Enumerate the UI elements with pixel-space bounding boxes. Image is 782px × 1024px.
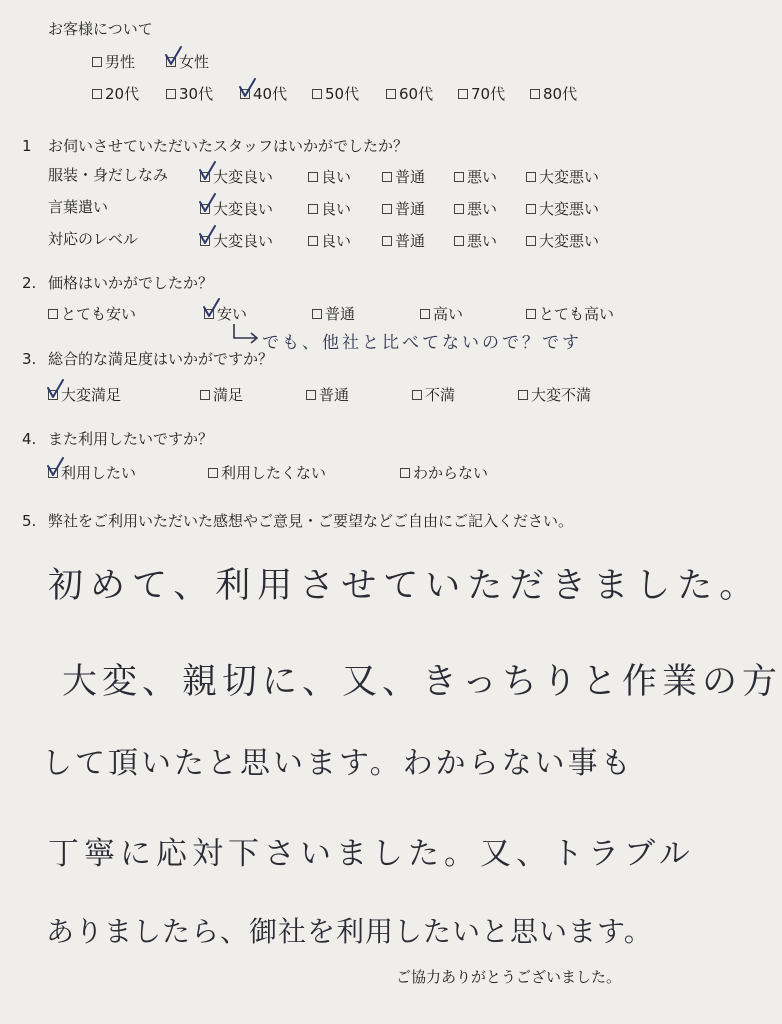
q1-option[interactable]: 悪い	[454, 166, 497, 187]
age-option-60[interactable]: 60代	[386, 83, 433, 104]
handwritten-line: 初めて、利用させていただきました。	[48, 566, 762, 606]
q4-number: 4.	[22, 430, 37, 448]
q3-option[interactable]: 大変満足	[48, 384, 121, 405]
q1-option[interactable]: 悪い	[454, 230, 497, 251]
q1-option[interactable]: 大変悪い	[526, 198, 599, 219]
checkbox[interactable]	[308, 236, 318, 246]
checkbox-checked[interactable]	[200, 204, 210, 214]
q3-option[interactable]: 満足	[200, 384, 243, 405]
age-option-20[interactable]: 20代	[92, 83, 139, 104]
checkbox[interactable]	[208, 468, 218, 478]
q4-title: また利用したいですか？	[48, 430, 214, 448]
q3-number: 3.	[22, 350, 37, 368]
q1-row-label: 言葉遣い	[48, 198, 109, 216]
q1-option[interactable]: 大変良い	[200, 198, 273, 219]
q1-option[interactable]: 普通	[382, 198, 425, 219]
q1-option[interactable]: 大変良い	[200, 230, 273, 251]
q1-option[interactable]: 普通	[382, 166, 425, 187]
checkbox[interactable]	[454, 172, 464, 182]
checkbox[interactable]	[420, 309, 430, 319]
checkbox[interactable]	[382, 172, 392, 182]
checkbox[interactable]	[412, 390, 422, 400]
q5-title: 弊社をご利用いただいた感想やご意見・ご要望などご自由にご記入ください。	[48, 512, 574, 530]
q1-row-label: 服装・身だしなみ	[48, 166, 169, 184]
q1-option[interactable]: 良い	[308, 198, 351, 219]
customer-heading: お客様について	[48, 20, 153, 38]
checkbox[interactable]	[382, 236, 392, 246]
q2-handwritten-note: でも、他社と比べてないので？です	[262, 333, 582, 353]
checkbox-checked[interactable]	[240, 89, 250, 99]
q1-option[interactable]: 大変悪い	[526, 230, 599, 251]
age-option-70[interactable]: 70代	[458, 83, 505, 104]
q2-option[interactable]: とても高い	[526, 303, 614, 324]
checkbox[interactable]	[200, 390, 210, 400]
arrow-icon	[232, 322, 260, 344]
checkbox[interactable]	[306, 390, 316, 400]
q2-title: 価格はいかがでしたか？	[48, 274, 214, 292]
checkbox[interactable]	[400, 468, 410, 478]
q1-title: お伺いさせていただいたスタッフはいかがでしたか？	[48, 137, 409, 155]
checkbox-checked[interactable]	[200, 172, 210, 182]
q1-option[interactable]: 良い	[308, 166, 351, 187]
checkbox-checked[interactable]	[166, 57, 176, 67]
q3-option[interactable]: 普通	[306, 384, 349, 405]
age-option-30[interactable]: 30代	[166, 83, 213, 104]
checkbox[interactable]	[166, 89, 176, 99]
q4-option[interactable]: 利用したい	[48, 462, 136, 483]
checkbox-checked[interactable]	[204, 309, 214, 319]
checkbox[interactable]	[454, 204, 464, 214]
q1-option[interactable]: 大変悪い	[526, 166, 599, 187]
checkbox[interactable]	[92, 57, 102, 67]
checkbox[interactable]	[382, 204, 392, 214]
q2-option[interactable]: 高い	[420, 303, 463, 324]
q1-option[interactable]: 良い	[308, 230, 351, 251]
q3-title: 総合的な満足度はいかがですか？	[48, 350, 274, 368]
q5-number: 5.	[22, 512, 37, 530]
checkbox[interactable]	[526, 236, 536, 246]
checkbox[interactable]	[526, 309, 536, 319]
checkbox[interactable]	[386, 89, 396, 99]
checkbox[interactable]	[458, 89, 468, 99]
q4-option[interactable]: 利用したくない	[208, 462, 326, 483]
checkbox-checked[interactable]	[48, 468, 58, 478]
q1-option[interactable]: 大変良い	[200, 166, 273, 187]
checkbox[interactable]	[454, 236, 464, 246]
checkbox[interactable]	[308, 172, 318, 182]
q2-option[interactable]: 普通	[312, 303, 355, 324]
checkbox[interactable]	[308, 204, 318, 214]
checkbox-checked[interactable]	[48, 390, 58, 400]
checkbox[interactable]	[48, 309, 58, 319]
q1-option[interactable]: 普通	[382, 230, 425, 251]
checkbox[interactable]	[312, 89, 322, 99]
q4-option[interactable]: わからない	[400, 462, 488, 483]
q1-option[interactable]: 悪い	[454, 198, 497, 219]
q3-option[interactable]: 大変不満	[518, 384, 591, 405]
q2-option[interactable]: とても安い	[48, 303, 136, 324]
checkbox[interactable]	[92, 89, 102, 99]
footer-thanks: ご協力ありがとうございました。	[396, 968, 622, 986]
age-option-80[interactable]: 80代	[530, 83, 577, 104]
gender-option-female[interactable]: 女性	[166, 51, 209, 72]
q2-number: 2.	[22, 274, 37, 292]
age-option-40[interactable]: 40代	[240, 83, 287, 104]
handwritten-line: して頂いたと思います。わからない事も	[42, 746, 634, 781]
handwritten-line: 大変、親切に、又、きっちりと作業の方	[62, 662, 782, 702]
checkbox[interactable]	[526, 204, 536, 214]
q1-number: 1	[22, 137, 32, 155]
q2-option[interactable]: 安い	[204, 303, 247, 324]
q1-row-label: 対応のレベル	[48, 230, 139, 248]
q3-option[interactable]: 不満	[412, 384, 455, 405]
checkbox[interactable]	[526, 172, 536, 182]
checkbox[interactable]	[312, 309, 322, 319]
age-option-50[interactable]: 50代	[312, 83, 359, 104]
gender-option-male[interactable]: 男性	[92, 51, 135, 72]
handwritten-line: 丁寧に応対下さいました。又、トラブル	[48, 836, 695, 872]
checkbox-checked[interactable]	[200, 236, 210, 246]
handwritten-line: ありましたら、御社を利用したいと思います。	[46, 915, 653, 948]
checkbox[interactable]	[530, 89, 540, 99]
checkbox[interactable]	[518, 390, 528, 400]
